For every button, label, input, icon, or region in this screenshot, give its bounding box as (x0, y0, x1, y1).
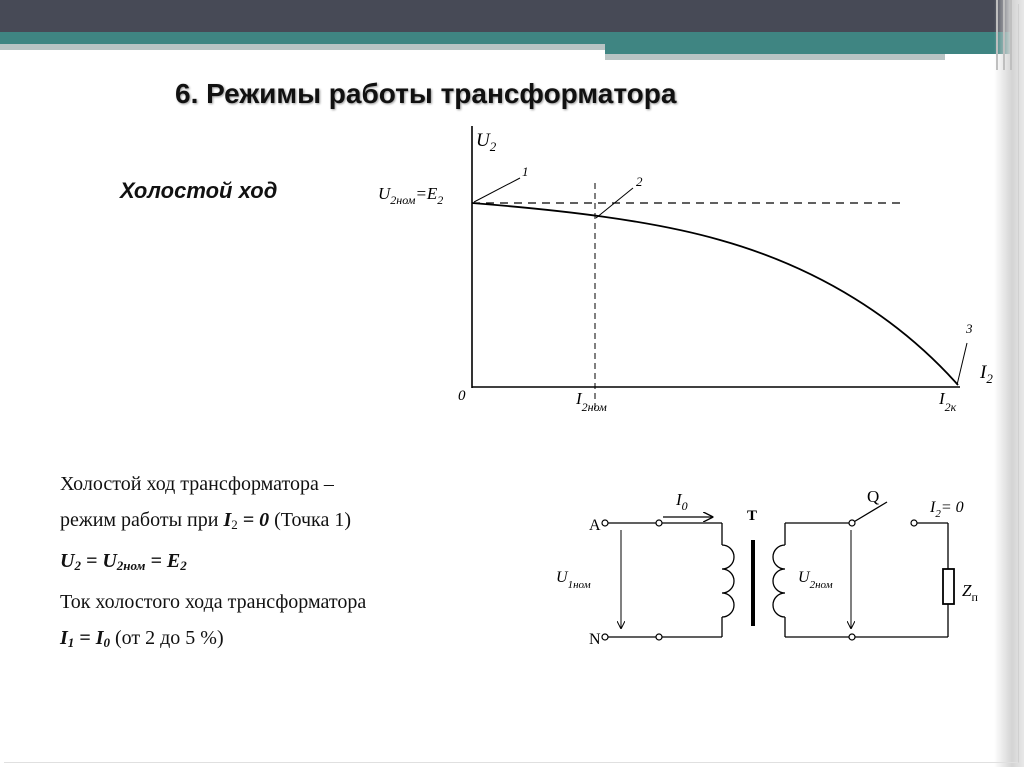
terminal (849, 634, 855, 640)
short-circuit-current-label: $I_{2к}$ (939, 389, 957, 414)
point-3-label: 3 (966, 321, 973, 336)
point-1-label: 1 (522, 164, 529, 179)
node-a-label: A (589, 517, 601, 534)
u1-label: $U_{1ном}$ (556, 569, 591, 591)
description-line-3: $U_2 = U_{2ном} = E_2$ (60, 550, 187, 573)
nominal-current-label: $I_{2ном}$ (576, 389, 607, 414)
slide-title: 6. Режимы работы трансформатора (175, 78, 677, 109)
node-n-label: N (589, 631, 601, 648)
terminal (849, 520, 855, 526)
description-line-2: режим работы при $I_2 = 0$ (Точка 1) (60, 509, 352, 532)
terminal-n (602, 634, 608, 640)
point-2-label: 2 (636, 174, 643, 189)
transformer-label: T (747, 508, 758, 524)
nominal-voltage-label: $U_{2ном}=E_2$ (378, 184, 444, 207)
terminal (911, 520, 917, 526)
u2-label: $U_{2ном}$ (798, 569, 833, 591)
description-line-1: Холостой ход трансформатора – (60, 473, 334, 495)
primary-winding (722, 545, 734, 617)
x-axis-label: $I_2$ (980, 362, 993, 386)
terminal (656, 634, 662, 640)
i0-label: $I_0$ (676, 490, 688, 513)
y-axis-label: $U_2$ (476, 130, 497, 154)
description-line-5: $I_1 = I_0$ (от 2 до 5 %) (60, 627, 224, 650)
i2-label: $I_2= 0$ (930, 499, 964, 520)
origin-label: 0 (458, 388, 466, 404)
secondary-winding (773, 545, 785, 617)
switch-label: Q (867, 487, 880, 506)
terminal-a (602, 520, 608, 526)
load-resistor (943, 569, 954, 604)
terminal (656, 520, 662, 526)
load-label: $Z_п$ (962, 581, 978, 604)
description-line-4: Ток холостого хода трансформатора (60, 591, 367, 613)
slide-subtitle: Холостой ход (120, 178, 278, 203)
